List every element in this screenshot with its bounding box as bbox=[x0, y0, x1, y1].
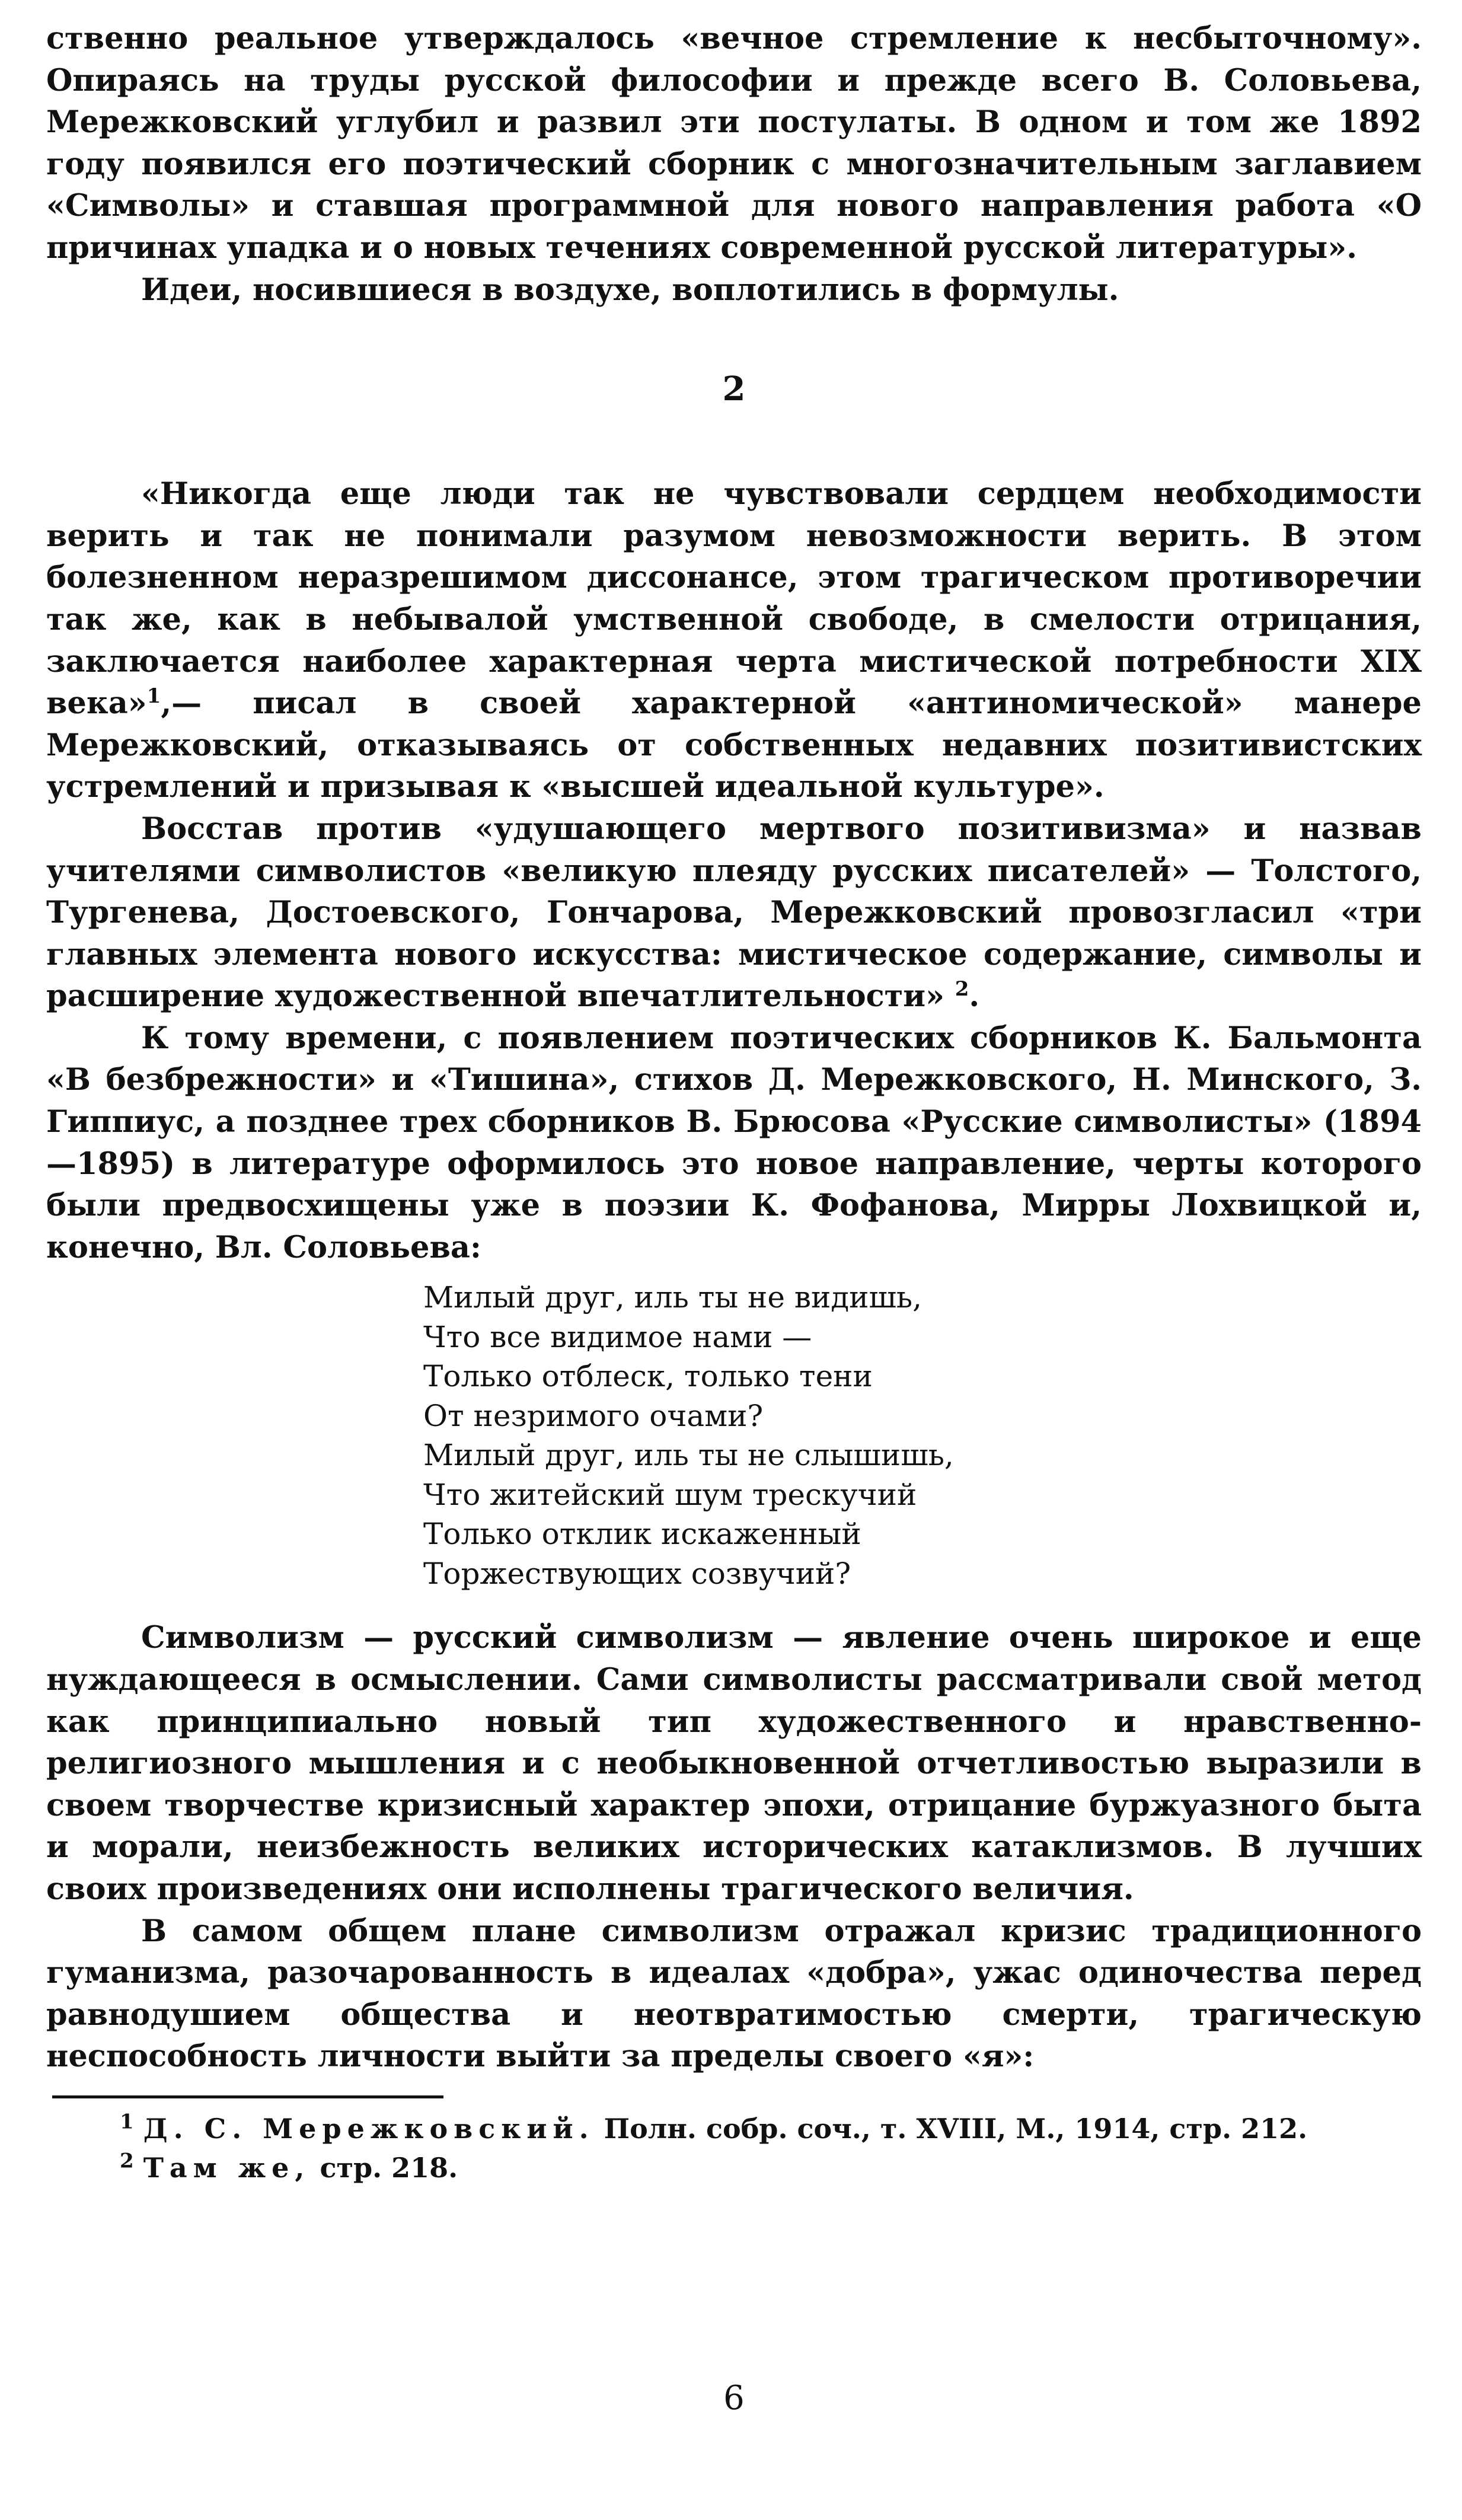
book-page bbox=[46, 18, 1422, 2496]
poem-line: От незримого очами? bbox=[423, 1398, 764, 1433]
footnote-mark-2: 2 bbox=[120, 2149, 134, 2173]
poem bbox=[423, 1278, 1422, 1593]
footnote-ref-2: 2 bbox=[955, 977, 969, 1001]
paragraph-general-plan: В самом общем плане символизм отражал кризис традиционного гуманизма, разочарованность в идеалах «добра», ужас одиночества перед равнодушием общества и неотвратимостью смерти, трагическую неспособность личности выйти за пределы своего «я»: bbox=[46, 1913, 1422, 2075]
quote-continuation: ,— писал в своей характерной «антиномической» манере Мережковский, отказываясь от собственных недавних позитивистских устремлений и призывая к «высшей идеальной культуре». bbox=[46, 685, 1422, 805]
footnote-1 bbox=[46, 2109, 1422, 2148]
footnote-mark-1: 1 bbox=[120, 2110, 134, 2134]
paragraph-revolt bbox=[46, 808, 1422, 1017]
paragraph-symbolism: Символизм — русский символизм — явление очень широкое и еще нуждающееся в осмыслении. Сами символисты рассматривали свой метод как принципиально новый тип художественного и нравственно-религиозного мышления и с необыкновенной отчетливостью выразили в своем творчестве кризисный характер эпохи, отрицание буржуазного быта и морали, неизбежность великих исторических катаклизмов. В лучших своих произведениях они исполнены трагического величия. bbox=[46, 1620, 1422, 1907]
footnote-text: стр. 218. bbox=[310, 2151, 458, 2184]
footnote-author: Там же, bbox=[143, 2151, 311, 2184]
poem-line: Торжествующих созвучий? bbox=[423, 1556, 851, 1591]
footnote-2 bbox=[46, 2148, 1422, 2187]
quote-text: «Никогда еще люди так не чувствовали сердцем необходимости верить и так не понимали разумом невозможности верить. В этом болезненном неразрешимом диссонансе, этом трагическом противоречии так же, как в небывалой умственной свободе, в смелости отрицания, заключается наиболее характерная черта мистической потребности XIX века» bbox=[46, 476, 1422, 722]
poem-line: Милый друг, иль ты не видишь, bbox=[423, 1280, 922, 1315]
paragraph-merezhkovsky-quote bbox=[46, 473, 1422, 808]
footnote-divider bbox=[52, 2095, 443, 2098]
footnote-author: Д. С. Мережковский. bbox=[143, 2112, 595, 2145]
poem-line: Милый друг, иль ты не слышишь, bbox=[423, 1438, 954, 1473]
paragraph-continuation: ственно реальное утверждалось «вечное стремление к несбыточному». Опираясь на труды русской философии и прежде всего В. Соловьева, Мережковский углубил и развил эти постулаты. В одном и том же 1892 году появился его поэтический сборник с многозначительным заглавием «Символы» и ставшая программной для нового направления работа «О причинах упадка и о новых течениях современной русской литературы». bbox=[46, 21, 1422, 266]
revolt-end: . bbox=[969, 978, 980, 1015]
paragraph-ideas: Идеи, носившиеся в воздухе, воплотились в формулы. bbox=[141, 272, 1119, 308]
footnote-text: Полн. собр. соч., т. XVIII, М., 1914, стр. 212. bbox=[594, 2112, 1308, 2145]
poem-line: Что житейский шум трескучий bbox=[423, 1477, 917, 1512]
page-number: 6 bbox=[723, 2379, 745, 2417]
paragraph-new-direction: К тому времени, с появлением поэтических сборников К. Бальмонта «В безбрежности» и «Тишина», стихов Д. Мережковского, Н. Минского, З. Гиппиус, а позднее трех сборников В. Брюсова «Русские символисты» (1894—1895) в литературе оформилось это новое направление, черты которого были предвосхищены уже в поэзии К. Фофанова, Мирры Лохвицкой и, конечно, Вл. Соловьева: bbox=[46, 1020, 1422, 1265]
poem-line: Только отблеск, только тени bbox=[423, 1359, 873, 1394]
poem-line: Что все видимое нами — bbox=[423, 1319, 812, 1354]
footnote-ref-1: 1 bbox=[146, 684, 161, 709]
revolt-text: Восстав против «удушающего мертвого позитивизма» и назвав учителями символистов «великую плеяду русских писателей» — Толстого, Тургенева, Достоевского, Гончарова, Мережковский провозгласил «три главных элемента нового искусства: мистическое содержание, символы и расширение художественной впечатлительности» bbox=[46, 811, 1422, 1015]
section-number: 2 bbox=[722, 369, 746, 409]
poem-line: Только отклик искаженный bbox=[423, 1517, 861, 1552]
